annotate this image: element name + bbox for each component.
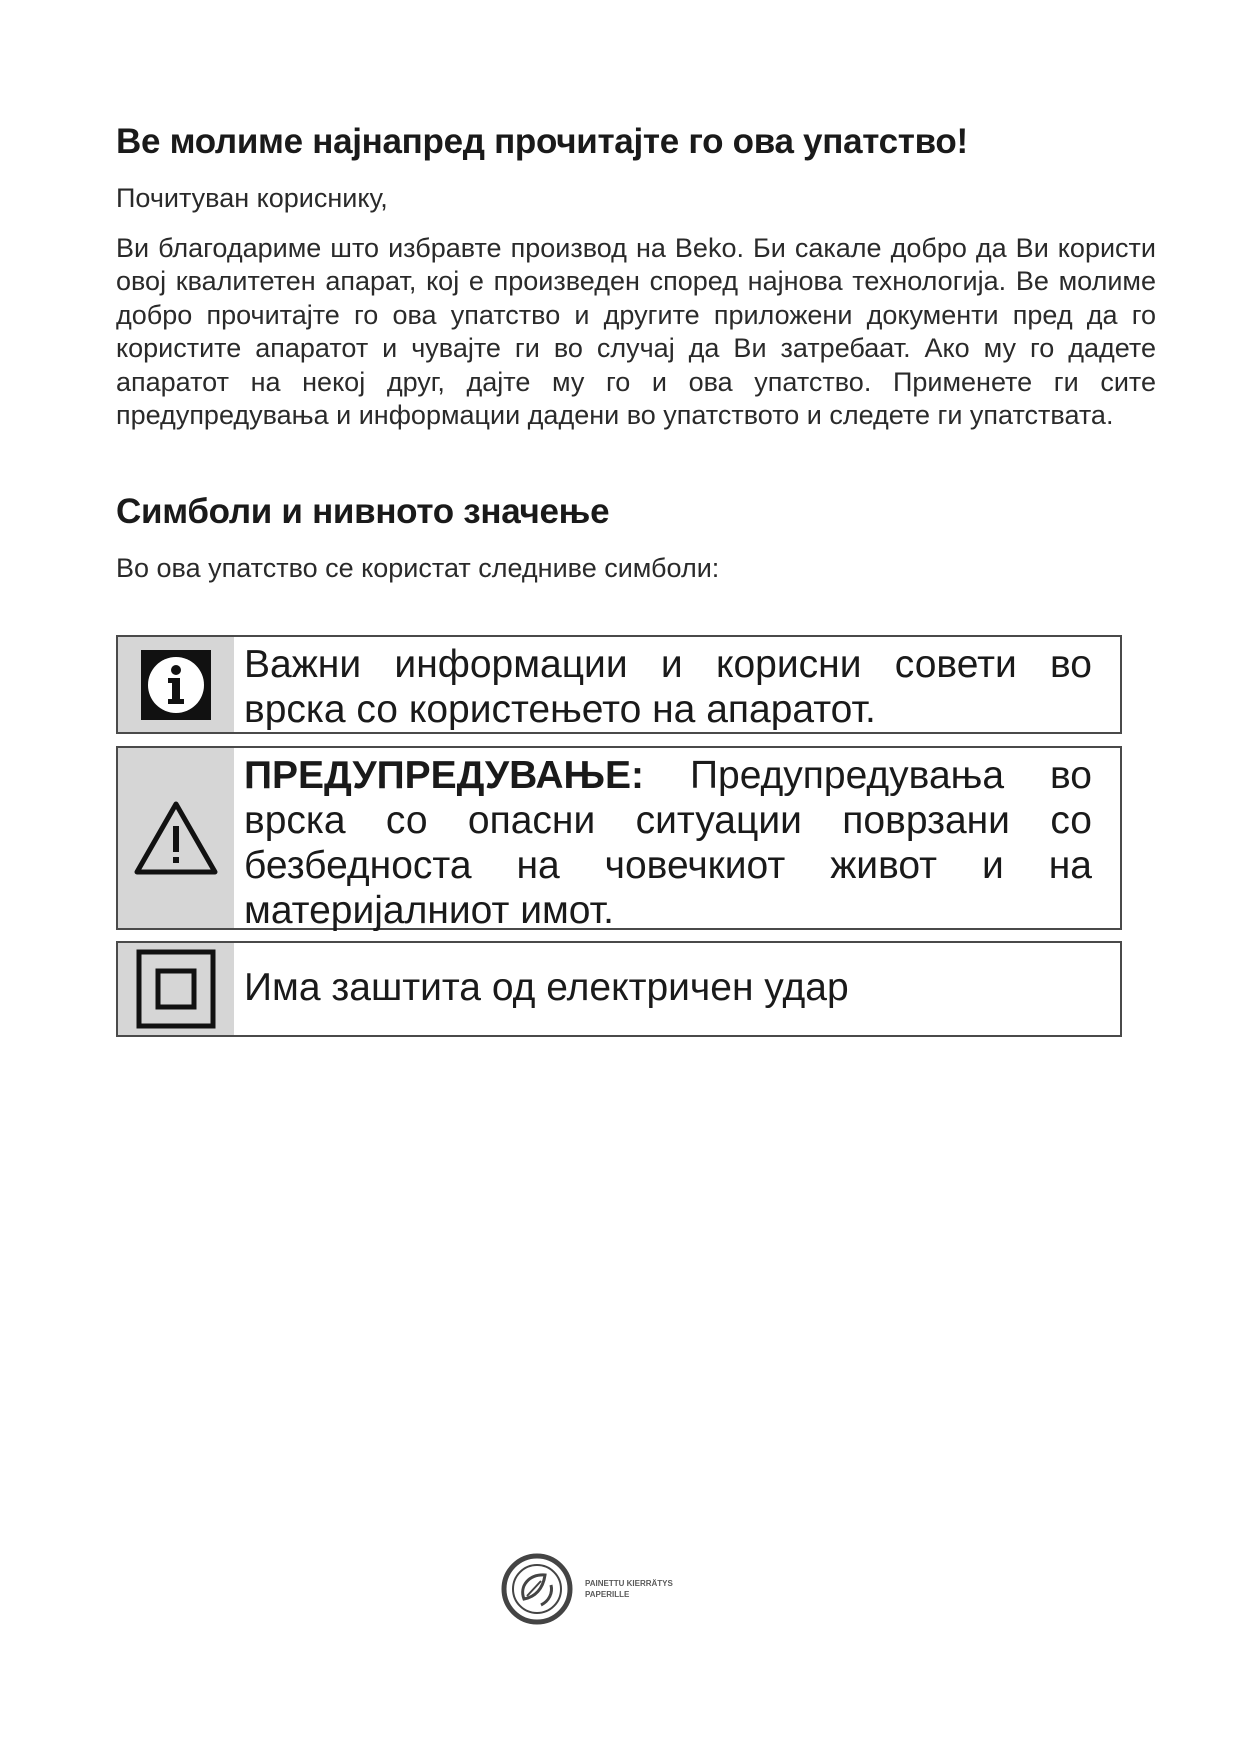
symbols-heading: Симболи и нивното значење <box>116 492 610 531</box>
warning-description: Предупредувања во врска со опасни ситуации поврзани со безбедноста на човечкиот живот и на материјалниот имот. <box>244 754 1092 932</box>
symbol-info-text: Важни информации и корисни совети во врска со користењето на апаратот. <box>244 643 1092 731</box>
page-title: Ве молиме најнапред прочитајте го ова упатство! <box>116 122 968 161</box>
symbol-info-row <box>116 635 1122 734</box>
recycle-paper-logo <box>497 1543 747 1635</box>
warning-label: ПРЕДУПРЕДУВАЊЕ: <box>244 754 644 797</box>
logo-text-line-2: PAPERILLE <box>585 1590 630 1599</box>
symbol-icon-cell <box>118 637 234 732</box>
symbol-double-insulation-text: Има заштита од електричен удар <box>244 966 849 1009</box>
symbol-warning-row <box>116 746 1122 930</box>
greeting: Почитуван кориснику, <box>116 183 388 213</box>
info-icon <box>140 649 212 721</box>
symbol-double-insulation-row <box>116 941 1122 1037</box>
recycle-paper-logo-icon <box>497 1549 577 1629</box>
symbol-icon-cell <box>118 748 234 928</box>
symbol-warning-text <box>244 753 1092 933</box>
double-insulation-icon <box>136 949 216 1029</box>
logo-text <box>585 1578 673 1600</box>
logo-text-line-1: PAINETTU KIERRÄTYS <box>585 1579 673 1588</box>
intro-paragraph: Ви благодариме што избравте производ на Beko. Би сакале добро да Ви користи овој квалитетен апарат, кој е произведен според најнова технологија. Ве молиме добро прочитајте го ова упатство и другите приложени документи пред да го користите апаратот и чувајте ги во случај да Ви затребаат. Ако му го дадете апаратот на некој друг, дајте му го и ова упатство. Применете ги сите предупредувања и информации дадени во упатството и следете ги упатствата. <box>116 233 1156 431</box>
symbols-intro: Во ова упатство се користат следниве симболи: <box>116 553 720 583</box>
warning-icon <box>133 800 219 876</box>
symbol-icon-cell <box>118 943 234 1035</box>
